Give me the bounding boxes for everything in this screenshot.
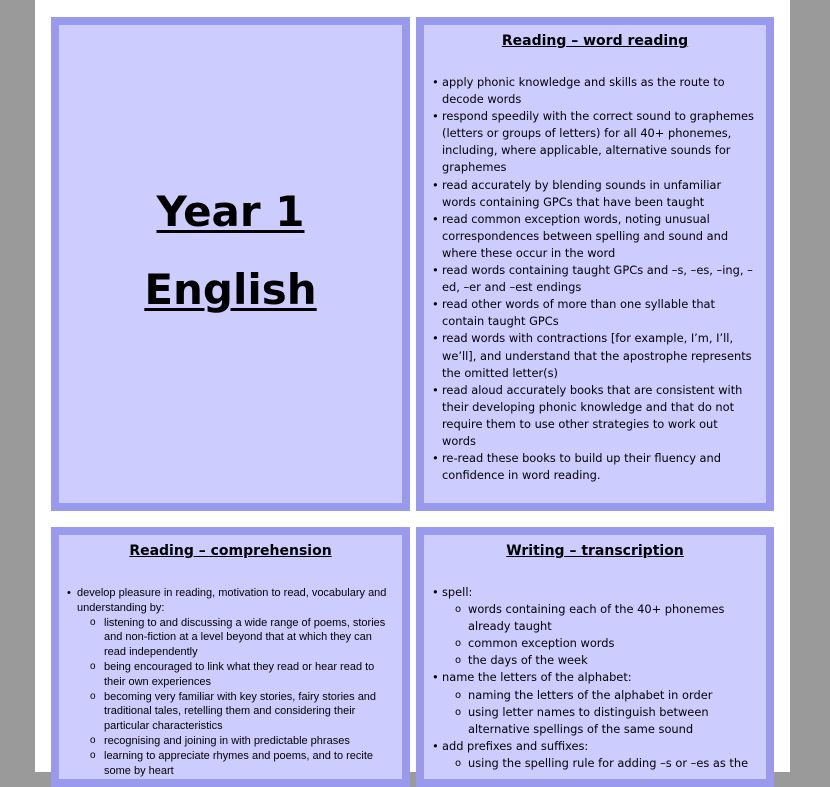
- list-item: [424, 669, 754, 737]
- prefix-sublist: [442, 755, 754, 772]
- sub-list-item: o learning to appreciate rhymes and poems, and to recite some by heart: [77, 749, 388, 779]
- spell-sublist: [442, 601, 754, 669]
- word-reading-list: [424, 74, 766, 484]
- sub-list-item: o recognising and joining in with predictable phrases: [77, 734, 388, 749]
- comprehension-card-inner: [59, 535, 402, 779]
- word-reading-heading: Reading – word reading: [501, 33, 689, 49]
- list-item: • read accurately by blending sounds in unfamiliar words containing GPCs that have been taught: [424, 177, 754, 211]
- comprehension-item: develop pleasure in reading, motivation to read, vocabulary and understanding by:: [77, 587, 387, 614]
- sub-list-item: o listening to and discussing a wide range of poems, stories and non-fiction at a level beyond that at which they can read independently: [77, 616, 388, 660]
- word-reading-card: [416, 17, 774, 511]
- transcription-heading: Writing – transcription: [506, 543, 684, 559]
- sub-list-item: o the days of the week: [442, 652, 754, 669]
- sub-list-item: o using letter names to distinguish between alternative spellings of the same sound: [442, 704, 754, 738]
- word-reading-card-inner: [424, 25, 766, 503]
- sub-list-item: o common exception words: [442, 635, 754, 652]
- letters-sublist: [442, 687, 754, 738]
- comprehension-sublist: [77, 616, 388, 779]
- sub-list-item: o using the spelling rule for adding –s or –es as the: [442, 755, 754, 772]
- prefix-label: add prefixes and suffixes:: [442, 738, 589, 753]
- spell-label: spell:: [442, 585, 473, 599]
- transcription-card: [416, 527, 774, 787]
- list-item: • read common exception words, noting unusual correspondences between spelling and sound and where these occur in the word: [424, 211, 754, 262]
- document-page: [35, 0, 790, 777]
- list-item: • re-read these books to build up their fluency and confidence in word reading.: [424, 450, 754, 484]
- list-item: [59, 586, 388, 778]
- transcription-list: [424, 584, 766, 772]
- comprehension-heading: Reading – comprehension: [129, 543, 332, 559]
- list-item: • read words containing taught GPCs and –s, –es, –ing, –ed, –er and –est endings: [424, 262, 754, 296]
- comprehension-list: [59, 586, 402, 778]
- title-card-inner: [59, 25, 402, 503]
- list-item: • read words with contractions [for example, I’m, I’ll, we’ll], and understand that the apostrophe represents the omitted letter(s): [424, 330, 754, 381]
- page-title: [59, 173, 402, 329]
- sub-list-item: o being encouraged to link what they read or hear read to their own experiences: [77, 660, 388, 690]
- comprehension-card: [51, 527, 410, 787]
- list-item: [424, 738, 754, 772]
- letters-label: name the letters of the alphabet:: [442, 670, 632, 685]
- title-subject: English: [144, 265, 317, 314]
- sub-list-item: o becoming very familiar with key stories, fairy stories and traditional tales, retelling them and considering their particular characteristics: [77, 690, 388, 734]
- list-item: [424, 584, 754, 669]
- list-item: • respond speedily with the correct sound to graphemes (letters or groups of letters) for all 40+ phonemes, including, where applicable, alternative sounds for graphemes: [424, 108, 754, 176]
- sub-list-item: o naming the letters of the alphabet in order: [442, 687, 754, 704]
- list-item: • read other words of more than one syllable that contain taught GPCs: [424, 296, 754, 330]
- transcription-card-inner: [424, 535, 766, 779]
- sub-list-item: o words containing each of the 40+ phonemes already taught: [442, 601, 754, 635]
- list-item: • apply phonic knowledge and skills as the route to decode words: [424, 74, 754, 108]
- title-card: [51, 17, 410, 511]
- list-item: • read aloud accurately books that are consistent with their developing phonic knowledge and that do not require them to use other strategies to work out words: [424, 382, 754, 450]
- title-year: Year 1: [156, 187, 305, 236]
